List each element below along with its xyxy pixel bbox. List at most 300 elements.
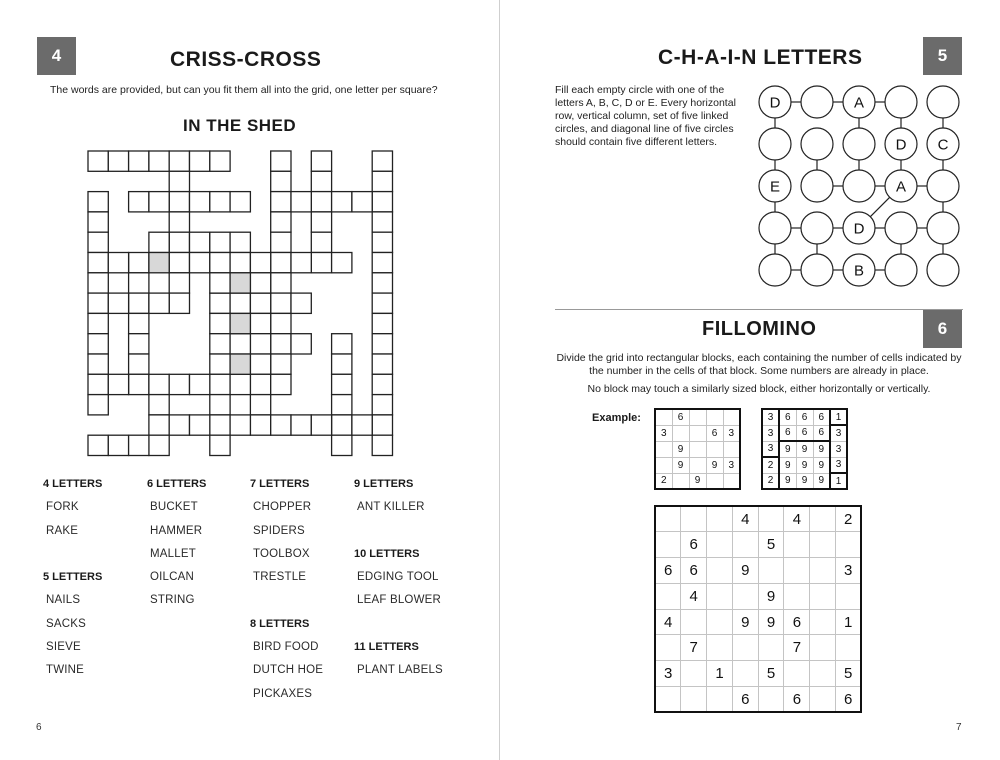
example-cell (706, 441, 723, 457)
crossword-cell[interactable] (332, 395, 352, 415)
example-cell: 9 (672, 457, 689, 473)
crossword-cell[interactable] (271, 171, 291, 191)
fillomino-cell[interactable] (681, 687, 707, 713)
crossword-cell[interactable] (250, 395, 270, 415)
crossword-cell[interactable] (169, 293, 189, 313)
crossword-cell[interactable] (129, 273, 149, 293)
chain-circle[interactable] (843, 128, 875, 160)
crossword-cell[interactable] (190, 374, 210, 394)
chain-circle[interactable] (801, 170, 833, 202)
crossword-cell[interactable] (332, 374, 352, 394)
chain-letter: A (853, 94, 865, 112)
chain-circle[interactable] (801, 212, 833, 244)
crossword-cell[interactable] (311, 171, 331, 191)
crossword-shaded-cell (230, 354, 250, 374)
fillomino-cell[interactable] (784, 532, 810, 558)
crossword-cell[interactable] (230, 334, 250, 354)
crossword-cell[interactable] (332, 334, 352, 354)
fillomino-cell[interactable] (655, 532, 681, 558)
crossword-cell[interactable] (129, 334, 149, 354)
fillomino-cell[interactable]: 9 (732, 609, 758, 635)
fillomino-cell[interactable]: 7 (681, 635, 707, 661)
crossword-cell[interactable] (210, 192, 230, 212)
grid-row (655, 409, 740, 425)
crossword-shaded-cell (230, 313, 250, 333)
chain-circle[interactable] (759, 128, 791, 160)
puzzle-instructions: The words are provided, but can you fit them all into the grid, one letter per square? (50, 84, 438, 96)
crossword-cell[interactable] (372, 212, 392, 232)
word-list-item: BIRD FOOD (253, 641, 319, 654)
chain-circle[interactable] (843, 170, 875, 202)
word-list-column (147, 478, 247, 618)
grid-row (655, 635, 861, 661)
crossword-cell[interactable] (190, 415, 210, 435)
word-list-heading: 5 LETTERS (43, 571, 103, 584)
chain-circle[interactable] (927, 212, 959, 244)
crossword-cell[interactable] (190, 192, 210, 212)
crossword-cell[interactable] (108, 435, 128, 455)
crossword-cell[interactable] (372, 374, 392, 394)
word-list-item: PLANT LABELS (357, 664, 443, 677)
example-cell (689, 409, 706, 425)
crossword-cell[interactable] (149, 232, 169, 252)
fillomino-cell[interactable] (707, 635, 733, 661)
fillomino-cell[interactable] (836, 583, 862, 609)
fillomino-grid[interactable] (654, 505, 862, 713)
crossword-cell[interactable] (311, 232, 331, 252)
crossword-cell[interactable] (129, 293, 149, 313)
word-list-item: RAKE (46, 524, 79, 537)
section-divider (555, 309, 963, 310)
puzzle-number-badge: 4 (37, 37, 76, 75)
crossword-cell[interactable] (129, 192, 149, 212)
fillomino-cell[interactable] (707, 532, 733, 558)
fillomino-cell[interactable]: 7 (784, 635, 810, 661)
crossword-cell[interactable] (372, 253, 392, 273)
crossword-cell[interactable] (372, 151, 392, 171)
crossword-cell[interactable] (169, 212, 189, 232)
crossword-cell[interactable] (332, 192, 352, 212)
chain-circle[interactable] (885, 86, 917, 118)
grid-row (655, 532, 861, 558)
fillomino-cell[interactable]: 9 (758, 583, 784, 609)
fillomino-cell[interactable] (732, 532, 758, 558)
crossword-cell[interactable] (291, 253, 311, 273)
fillomino-cell[interactable] (810, 506, 836, 532)
crossword-cell[interactable] (372, 293, 392, 313)
crossword-cell[interactable] (372, 395, 392, 415)
example-cell (689, 425, 706, 441)
chain-circle[interactable] (885, 212, 917, 244)
chain-circle[interactable] (759, 212, 791, 244)
word-list-item: DUTCH HOE (253, 664, 324, 677)
crossword-cell[interactable] (372, 313, 392, 333)
fillomino-cell[interactable] (810, 609, 836, 635)
crossword-cell[interactable] (271, 253, 291, 273)
word-list-item: SIEVE (46, 641, 81, 654)
crossword-cell[interactable] (291, 293, 311, 313)
crossword-cell[interactable] (372, 415, 392, 435)
fillomino-cell[interactable] (758, 506, 784, 532)
crossword-cell[interactable] (372, 273, 392, 293)
crossword-cell[interactable] (169, 374, 189, 394)
fillomino-cell[interactable] (655, 506, 681, 532)
fillomino-cell[interactable] (784, 583, 810, 609)
crossword-cell[interactable] (311, 151, 331, 171)
crossword-cell[interactable] (250, 253, 270, 273)
example-cell (723, 441, 740, 457)
fillomino-cell[interactable]: 6 (784, 687, 810, 713)
word-list-item: SACKS (46, 617, 86, 630)
fillomino-cell[interactable] (707, 583, 733, 609)
grid-row (762, 425, 847, 441)
fillomino-cell[interactable] (707, 687, 733, 713)
chain-letters-grid[interactable] (750, 80, 970, 295)
crossword-cell[interactable] (169, 151, 189, 171)
fillomino-cell[interactable] (681, 661, 707, 687)
crossword-cell[interactable] (271, 232, 291, 252)
crossword-cell[interactable] (108, 293, 128, 313)
word-list-heading: 8 LETTERS (250, 617, 310, 630)
fillomino-cell[interactable]: 6 (681, 558, 707, 584)
crossword-cell[interactable] (190, 253, 210, 273)
crossword-cell[interactable] (169, 273, 189, 293)
fillomino-cell[interactable] (707, 609, 733, 635)
crossword-cell[interactable] (311, 253, 331, 273)
chain-circle[interactable] (759, 254, 791, 286)
word-list-spacer (354, 525, 454, 548)
crossword-cell[interactable] (332, 354, 352, 374)
page-number: 6 (36, 722, 42, 733)
crossword-cell[interactable] (291, 192, 311, 212)
crossword-cell[interactable] (129, 354, 149, 374)
crossword-cell[interactable] (271, 151, 291, 171)
example-cell (655, 457, 672, 473)
crossword-cell[interactable] (271, 293, 291, 313)
fillomino-cell[interactable]: 6 (836, 687, 862, 713)
crossword-cell[interactable] (169, 253, 189, 273)
crossword-cell[interactable] (88, 273, 108, 293)
word-list-column (43, 478, 143, 688)
fillomino-cell[interactable]: 4 (732, 506, 758, 532)
example-cell: 3 (723, 425, 740, 441)
chain-letter: D (895, 136, 907, 154)
fillomino-cell[interactable]: 6 (732, 687, 758, 713)
example-cell (723, 473, 740, 489)
grid-row (655, 425, 740, 441)
solution-cell: 1 (830, 409, 847, 425)
crossword-cell[interactable] (149, 192, 169, 212)
fillomino-cell[interactable]: 6 (681, 532, 707, 558)
crossword-cell[interactable] (250, 293, 270, 313)
crossword-cell[interactable] (311, 415, 331, 435)
crossword-cell[interactable] (271, 273, 291, 293)
example-cell (672, 425, 689, 441)
crossword-cell[interactable] (169, 415, 189, 435)
crossword-cell[interactable] (88, 232, 108, 252)
word-list-item: SPIDERS (253, 524, 305, 537)
grid-row (655, 661, 861, 687)
crossword-cell[interactable] (210, 273, 230, 293)
fillomino-cell[interactable] (810, 687, 836, 713)
example-cell: 9 (672, 441, 689, 457)
crossword-cell[interactable] (88, 151, 108, 171)
example-cell: 2 (655, 473, 672, 489)
crossword-cell[interactable] (250, 334, 270, 354)
chain-circle[interactable] (801, 254, 833, 286)
fillomino-cell[interactable]: 3 (655, 661, 681, 687)
fillomino-cell[interactable] (758, 687, 784, 713)
fillomino-cell[interactable] (758, 558, 784, 584)
chain-circle[interactable] (927, 86, 959, 118)
crossword-cell[interactable] (230, 415, 250, 435)
crossword-cell[interactable] (190, 232, 210, 252)
crossword-cell[interactable] (210, 151, 230, 171)
crossword-cell[interactable] (88, 354, 108, 374)
crossword-shaded-cell (230, 273, 250, 293)
crossword-cell[interactable] (108, 151, 128, 171)
crossword-cell[interactable] (250, 354, 270, 374)
fillomino-cell[interactable]: 9 (758, 609, 784, 635)
example-cell: 9 (706, 457, 723, 473)
crossword-cell[interactable] (250, 313, 270, 333)
crossword-cell[interactable] (210, 313, 230, 333)
solution-cell: 2 (762, 473, 779, 489)
example-cell: 3 (655, 425, 672, 441)
crossword-cell[interactable] (129, 253, 149, 273)
crossword-cell[interactable] (372, 192, 392, 212)
crossword-cell[interactable] (149, 374, 169, 394)
fillomino-cell[interactable]: 5 (758, 661, 784, 687)
chain-letter: A (895, 178, 907, 196)
crossword-cell[interactable] (372, 354, 392, 374)
word-list-item: CHOPPER (253, 501, 312, 514)
word-list-item: TRESTLE (253, 571, 307, 584)
crossword-cell[interactable] (88, 334, 108, 354)
fillomino-cell[interactable]: 4 (681, 583, 707, 609)
puzzle-instructions: Fill each empty circle with one of the letters A, B, C, D or E. Every horizontal row, vertical column, set of five linked circles, and diagonal line of five circles should contain five different letters. (555, 84, 736, 148)
crossword-cell[interactable] (250, 415, 270, 435)
example-cell: 9 (689, 473, 706, 489)
chain-circle[interactable] (927, 254, 959, 286)
crossword-cell[interactable] (230, 374, 250, 394)
crossword-cell[interactable] (149, 435, 169, 455)
solution-cell: 6 (796, 425, 813, 441)
grid-row (655, 441, 740, 457)
fillomino-cell[interactable] (707, 506, 733, 532)
crossword-cell[interactable] (250, 273, 270, 293)
crossword-cell[interactable] (210, 253, 230, 273)
grid-row (655, 687, 861, 713)
fillomino-cell[interactable]: 1 (707, 661, 733, 687)
crossword-cell[interactable] (210, 334, 230, 354)
fillomino-cell[interactable]: 6 (784, 609, 810, 635)
crossword-cell[interactable] (271, 415, 291, 435)
crossword-cell[interactable] (108, 374, 128, 394)
word-list-item: HAMMER (150, 524, 203, 537)
fillomino-cell[interactable] (732, 583, 758, 609)
solution-cell: 3 (762, 441, 779, 457)
crossword-cell[interactable] (129, 313, 149, 333)
fillomino-cell[interactable] (784, 661, 810, 687)
crossword-cell[interactable] (332, 253, 352, 273)
chain-circle[interactable] (801, 86, 833, 118)
crossword-cell[interactable] (210, 354, 230, 374)
fillomino-cell[interactable] (655, 635, 681, 661)
crossword-cell[interactable] (352, 415, 372, 435)
crossword-cell[interactable] (108, 253, 128, 273)
solution-cell: 3 (830, 441, 847, 457)
fillomino-cell[interactable] (655, 687, 681, 713)
solution-cell: 6 (779, 409, 796, 425)
crossword-cell[interactable] (169, 171, 189, 191)
solution-cell: 9 (813, 473, 830, 489)
grid-row (655, 457, 740, 473)
word-list-item: PICKAXES (253, 687, 313, 700)
crossword-cell[interactable] (230, 232, 250, 252)
crossword-cell[interactable] (210, 395, 230, 415)
crossword-cell[interactable] (149, 293, 169, 313)
word-list-heading: 10 LETTERS (354, 547, 420, 560)
chain-circle[interactable] (885, 254, 917, 286)
crossword-cell[interactable] (149, 151, 169, 171)
fillomino-cell[interactable] (784, 558, 810, 584)
example-cell (723, 409, 740, 425)
solution-cell: 9 (813, 441, 830, 457)
fillomino-cell[interactable] (836, 532, 862, 558)
crossword-cell[interactable] (129, 435, 149, 455)
crossword-cell[interactable] (149, 415, 169, 435)
puzzle-number-badge: 5 (923, 37, 962, 75)
crossword-cell[interactable] (169, 192, 189, 212)
fillomino-cell[interactable]: 9 (732, 558, 758, 584)
example-cell (655, 441, 672, 457)
crossword-cell[interactable] (372, 334, 392, 354)
chain-letter: C (937, 136, 949, 154)
crossword-cell[interactable] (190, 151, 210, 171)
crossword-cell[interactable] (291, 415, 311, 435)
crossword-cell[interactable] (271, 334, 291, 354)
crossword-cell[interactable] (332, 435, 352, 455)
crossword-cell[interactable] (372, 232, 392, 252)
crossword-cell[interactable] (88, 395, 108, 415)
fillomino-cell[interactable]: 4 (784, 506, 810, 532)
example-puzzle-grid (654, 408, 741, 490)
crossword-cell[interactable] (149, 395, 169, 415)
crossword-cell[interactable] (291, 334, 311, 354)
crossword-cell[interactable] (230, 253, 250, 273)
chain-circle[interactable] (801, 128, 833, 160)
crossword-cell[interactable] (250, 374, 270, 394)
crossword-theme: IN THE SHED (183, 116, 297, 135)
fillomino-cell[interactable]: 1 (836, 609, 862, 635)
solution-cell: 9 (779, 473, 796, 489)
fillomino-cell[interactable] (836, 635, 862, 661)
word-list-item: EDGING TOOL (357, 571, 439, 584)
solution-cell: 1 (830, 473, 847, 489)
crossword-cell[interactable] (129, 374, 149, 394)
crossword-cell[interactable] (169, 232, 189, 252)
word-list-item: BUCKET (150, 501, 198, 514)
crossword-cell[interactable] (88, 212, 108, 232)
fillomino-cell[interactable] (732, 635, 758, 661)
fillomino-cell[interactable] (810, 583, 836, 609)
fillomino-cell[interactable] (655, 583, 681, 609)
solution-cell: 9 (796, 457, 813, 473)
word-list-item: TOOLBOX (253, 547, 310, 560)
crossword-cell[interactable] (271, 374, 291, 394)
fillomino-cell[interactable] (810, 558, 836, 584)
fillomino-cell[interactable] (732, 661, 758, 687)
fillomino-cell[interactable] (810, 532, 836, 558)
fillomino-cell[interactable] (681, 609, 707, 635)
example-cell (689, 457, 706, 473)
crossword-cell[interactable] (88, 253, 108, 273)
crossword-cell[interactable] (271, 192, 291, 212)
fillomino-cell[interactable]: 3 (836, 558, 862, 584)
crossword-cell[interactable] (352, 192, 372, 212)
crossword-cell[interactable] (271, 212, 291, 232)
fillomino-cell[interactable]: 6 (655, 558, 681, 584)
fillomino-cell[interactable] (810, 661, 836, 687)
word-list-spacer (250, 594, 350, 617)
crossword-cell[interactable] (88, 313, 108, 333)
crossword-cell[interactable] (210, 415, 230, 435)
crossword-cell[interactable] (230, 192, 250, 212)
crossword-cell[interactable] (88, 435, 108, 455)
fillomino-cell[interactable] (707, 558, 733, 584)
page-number: 7 (956, 722, 962, 733)
word-list-item: NAILS (46, 594, 81, 607)
word-list-heading: 6 LETTERS (147, 478, 207, 490)
grid-row (655, 473, 740, 489)
word-list-column (354, 478, 454, 688)
solution-cell: 6 (813, 409, 830, 425)
chain-circle[interactable] (927, 170, 959, 202)
solution-cell: 9 (779, 457, 796, 473)
chain-link (870, 197, 889, 216)
book-spine (499, 0, 500, 760)
crossword-cell[interactable] (88, 192, 108, 212)
crossword-cell[interactable] (372, 171, 392, 191)
fillomino-cell[interactable]: 2 (836, 506, 862, 532)
crossword-cell[interactable] (88, 374, 108, 394)
crossword-cell[interactable] (372, 435, 392, 455)
crossword-cell[interactable] (271, 354, 291, 374)
crossword-cell[interactable] (88, 293, 108, 313)
crossword-cell[interactable] (129, 151, 149, 171)
crossword-cell[interactable] (311, 192, 331, 212)
fillomino-cell[interactable]: 5 (758, 532, 784, 558)
crossword-cell[interactable] (210, 374, 230, 394)
crossword-cell[interactable] (311, 212, 331, 232)
fillomino-cell[interactable]: 4 (655, 609, 681, 635)
crossword-cell[interactable] (332, 415, 352, 435)
crossword-grid[interactable] (0, 0, 500, 470)
crossword-cell[interactable] (230, 293, 250, 313)
solution-cell: 9 (796, 441, 813, 457)
crossword-cell[interactable] (210, 435, 230, 455)
fillomino-cell[interactable]: 5 (836, 661, 862, 687)
crossword-cell[interactable] (271, 313, 291, 333)
fillomino-cell[interactable] (758, 635, 784, 661)
fillomino-cell[interactable] (681, 506, 707, 532)
fillomino-cell[interactable] (810, 635, 836, 661)
crossword-cell[interactable] (210, 293, 230, 313)
chain-letter: E (769, 178, 781, 196)
example-cell (706, 409, 723, 425)
crossword-cell[interactable] (210, 232, 230, 252)
